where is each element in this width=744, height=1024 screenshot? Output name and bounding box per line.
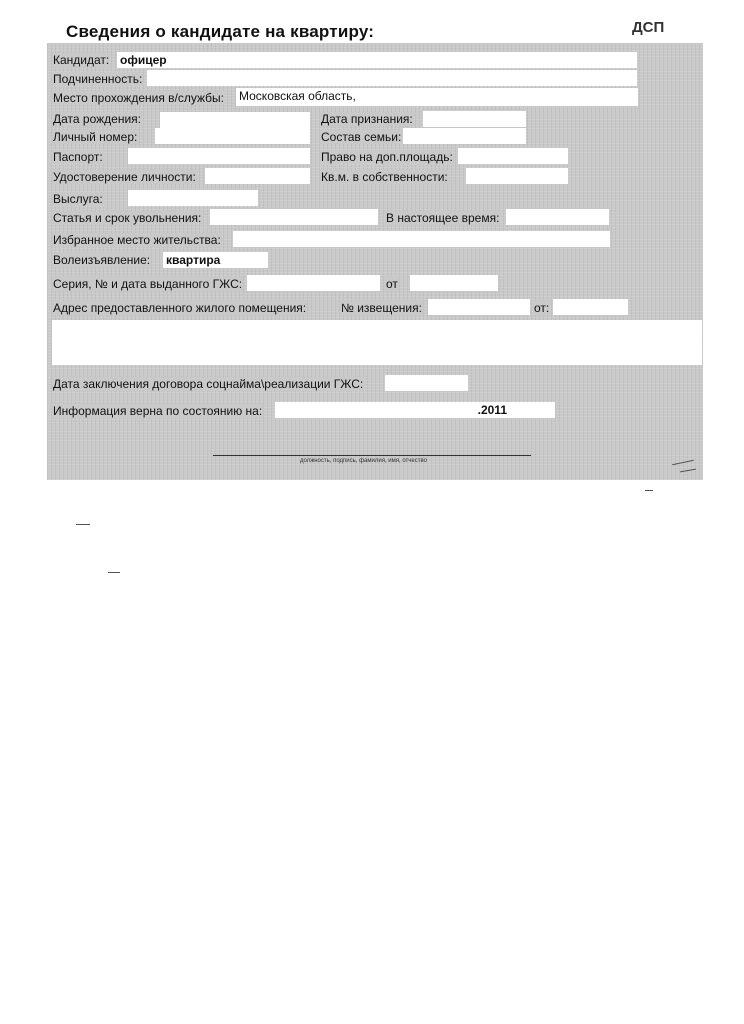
id-card-field[interactable]: [205, 168, 310, 184]
page-title: Сведения о кандидате на квартиру:: [66, 22, 375, 41]
classification-stamp: ДСП: [632, 19, 665, 36]
signature-caption: должность, подпись, фамилия, имя, отчество: [300, 458, 427, 464]
candidate-label: Кандидат:: [53, 53, 110, 67]
current-time-field[interactable]: [506, 209, 609, 225]
extra-space-label: Право на доп.площадь:: [321, 150, 453, 164]
owned-sqm-field[interactable]: [466, 168, 568, 184]
subordination-label: Подчиненность:: [53, 72, 143, 86]
owned-sqm-label: Кв.м. в собственности:: [321, 170, 448, 184]
seniority-field[interactable]: [128, 190, 258, 206]
gzhs-from-label: от: [386, 277, 398, 291]
gzhs-field[interactable]: [247, 275, 380, 291]
scan-speck: [76, 524, 90, 525]
family-field[interactable]: [403, 128, 526, 144]
candidate-field[interactable]: [117, 52, 637, 68]
current-time-label: В настоящее время:: [386, 211, 500, 225]
passport-field[interactable]: [128, 148, 310, 164]
birth-date-field[interactable]: [160, 112, 310, 128]
info-label: Информация верна по состоянию на:: [53, 404, 263, 418]
service-place-field[interactable]: [236, 88, 638, 106]
recognition-date-label: Дата признания:: [321, 112, 413, 126]
extra-space-field[interactable]: [458, 148, 568, 164]
address-label: Адрес предоставленного жилого помещения:: [53, 301, 307, 315]
contract-label: Дата заключения договора соцнайма\реализации ГЖС:: [53, 377, 364, 391]
dismissal-label: Статья и срок увольнения:: [53, 211, 202, 225]
signature-line: [213, 455, 531, 456]
personal-number-field[interactable]: [155, 128, 310, 144]
scan-speck: [645, 490, 653, 491]
personal-number-label: Личный номер:: [53, 130, 138, 144]
notice-field[interactable]: [428, 299, 530, 315]
info-date-value: .2011: [477, 403, 507, 417]
chosen-residence-field[interactable]: [233, 231, 610, 247]
dismissal-field[interactable]: [210, 209, 378, 225]
notice-from-field[interactable]: [553, 299, 628, 315]
subordination-field[interactable]: [147, 70, 637, 86]
will-value: квартира: [166, 253, 221, 267]
recognition-date-field[interactable]: [423, 111, 526, 127]
birth-date-label: Дата рождения:: [53, 112, 141, 126]
service-place-value: Московская область,: [239, 89, 356, 103]
notice-label: № извещения:: [341, 301, 422, 315]
service-place-label: Место прохождения в/службы:: [53, 91, 224, 105]
will-field[interactable]: [163, 252, 268, 268]
scan-speck: [108, 572, 120, 573]
will-label: Волеизъявление:: [53, 253, 151, 267]
chosen-residence-label: Избранное место жительства:: [53, 233, 221, 247]
gzhs-from-field[interactable]: [410, 275, 498, 291]
passport-label: Паспорт:: [53, 150, 103, 164]
family-label: Состав семьи:: [321, 130, 402, 144]
candidate-value: офицер: [120, 53, 167, 67]
info-date-field[interactable]: [275, 402, 555, 418]
seniority-label: Выслуга:: [53, 192, 103, 206]
address-field[interactable]: [52, 320, 702, 365]
id-card-label: Удостоверение личности:: [53, 170, 196, 184]
gzhs-label: Серия, № и дата выданного ГЖС:: [53, 277, 243, 291]
contract-field[interactable]: [385, 375, 468, 391]
notice-from-label: от:: [534, 301, 550, 315]
